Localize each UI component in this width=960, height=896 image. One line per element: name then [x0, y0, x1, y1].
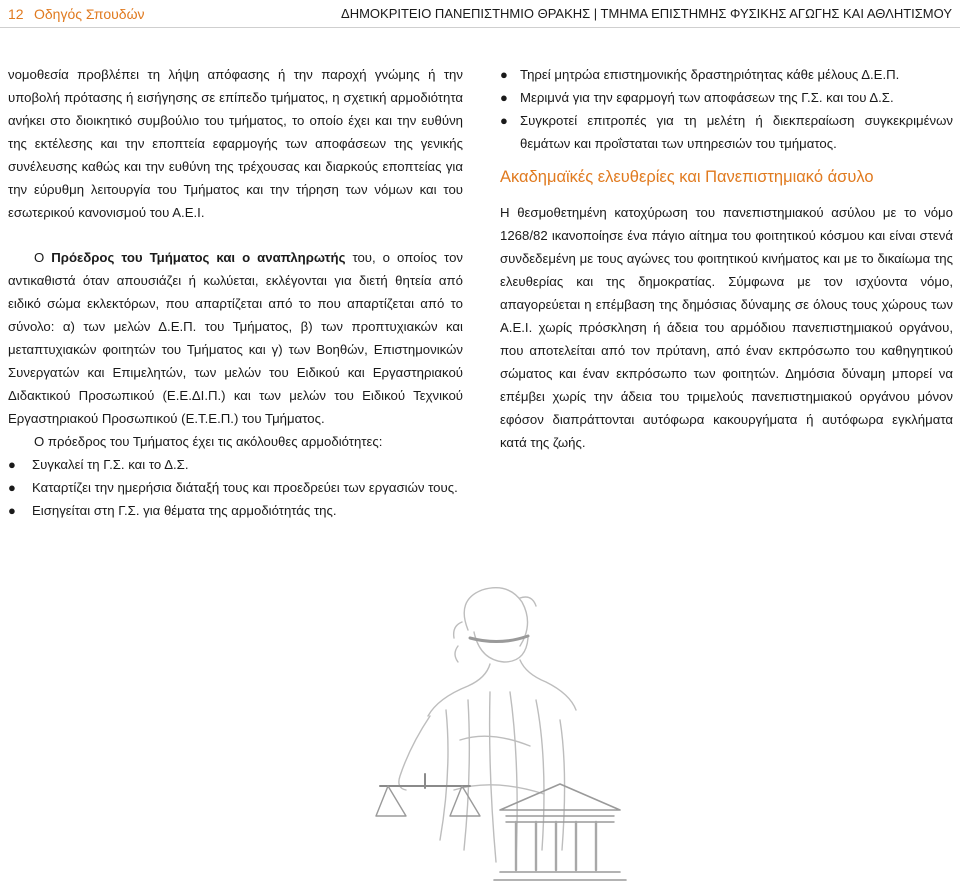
bullet-icon: ●	[8, 480, 16, 495]
paragraph-academic-asylum: Η θεσμοθετημένη κατοχύρωση του πανεπιστημιακού ασύλου με το νόμο 1268/82 ικανοποίησε ένα πάγιο αίτημα του φοιτητικού κόσμου και είναι στενά συνδεδεμένη με τους αγώνες του φοιτητικού κινήματος και με το δικαίωμα της ελευθερίας και της δημοκρατίας. Σύμφωνα με τον ισχύοντα νόμο, απαγορεύεται η επέμβαση της δημόσιας δύναμης σε όλους τους χώρους των Α.Ε.Ι. χωρίς πρόσκληση ή άδεια του αρμόδιου πανεπιστημιακού οργάνου, που αποτελείται από τον πρύτανη, από έναν εκπρόσωπο του καθηγητικού σώματος και έναν εκπρόσωπο των φοιτητών. Δημόσια δύναμη μπορεί να επέμβει χωρίς την άδεια του τριμελούς πανεπιστημιακού οργάνου μόνον εφόσον διαπράττονται αυτόφωρα κακουργήματα ή αυτόφωρα εγκλήματα κατά της ζωής.	[500, 205, 953, 450]
department-name: ΤΜΗΜΑ ΕΠΙΣΤΗΜΗΣ ΦΥΣΙΚΗΣ ΑΓΩΓΗΣ ΚΑΙ ΑΘΛΗΤΙΣΜΟΥ	[600, 6, 952, 21]
page-header	[0, 0, 960, 30]
bullet-icon: ●	[500, 90, 508, 105]
paragraph-board-duties: νομοθεσία προβλέπει τη λήψη απόφασης ή την παροχή γνώμης ή την υποβολή πρότασης ή εισήγησης σε επίπεδο τμήματος, η σχετική αρμοδιότητα ανήκει στο διοικητικό συμβούλιο του τμήματος, το οποίο έχει και την ευθύνη της εκτέλεσης και την εποπτεία εφαρμογής των αποφάσεων της γενικής συνέλευσης καθώς και την ευθύνη της τρέχουσας και διαρκούς εποπτείας για την εύρυθμη λειτουργία του Τμήματος και την τήρηση των νόμων και του εσωτερικού κανονισμού του Α.Ε.Ι.	[8, 67, 463, 220]
list-item: ● Εισηγείται στη Γ.Σ. για θέματα της αρμοδιότητάς της.	[8, 499, 352, 522]
paragraph-president-election: Ο Πρόεδρος του Τμήματος και ο αναπληρωτής του, ο οποίος τον αντικαθιστά όταν απουσιάζει ή κωλύεται, εκλέγονται για διετή θητεία από ειδικό σώμα εκλεκτόρων, που απαρτίζεται από το που απαρτίζεται από το σύνολο: α) των μελών Δ.Ε.Π. του Τμήματος, β) των προπτυχιακών και μεταπτυχιακών φοιτητών του Τμήματος και γ) των Βοηθών, Επιστημονικών Συνεργατών και Επιμελητών, των μελών του Ειδικού και Εργαστηριακού Διδακτικού Προσωπικού (Ε.Ε.ΔΙ.Π.) και των μελών του Ειδικού Τεχνικού Εργαστηριακού Προσωπικού (Ε.Τ.Ε.Π.) του Τμήματος.	[8, 250, 463, 426]
guide-title: Οδηγός Σπουδών	[34, 6, 145, 22]
bullet-icon: ●	[500, 113, 508, 128]
bullet-icon: ●	[500, 67, 508, 82]
list-item: ● Συγκροτεί επιτροπές για τη μελέτη ή διεκπεραίωση συγκεκριμένων θεμάτων και προΐσταται των υπηρεσιών του τμήματος.	[500, 109, 953, 155]
right-column	[500, 63, 953, 454]
institution-header: ΔΗΜΟΚΡΙΤΕΙΟ ΠΑΝΕΠΙΣΤΗΜΙΟ ΘΡΑΚΗΣ | ΤΜΗΜΑ ΕΠΙΣΤΗΜΗΣ ΦΥΣΙΚΗΣ ΑΓΩΓΗΣ ΚΑΙ ΑΘΛΗΤΙΣΜΟΥ	[341, 6, 952, 21]
list-item: ● Συγκαλεί τη Γ.Σ. και το Δ.Σ.	[8, 453, 463, 476]
page-number: 12	[8, 6, 24, 22]
paragraph-president-duties-intro: Ο πρόεδρος του Τμήματος έχει τις ακόλουθες αρμοδιότητες:	[34, 434, 383, 449]
header-rule	[0, 27, 960, 28]
list-item: ● Καταρτίζει την ημερήσια διάταξή τους και προεδρεύει των εργασιών τους.	[8, 476, 463, 499]
left-column	[8, 63, 463, 522]
bullet-icon: ●	[8, 503, 16, 518]
list-item: ● Μεριμνά για την εφαρμογή των αποφάσεων της Γ.Σ. και του Δ.Σ.	[500, 86, 953, 109]
list-item: ● Τηρεί μητρώα επιστημονικής δραστηριότητας κάθε μέλους Δ.Ε.Π.	[500, 63, 953, 86]
bullet-icon: ●	[8, 457, 16, 472]
university-name: ΔΗΜΟΚΡΙΤΕΙΟ ΠΑΝΕΠΙΣΤΗΜΙΟ ΘΡΑΚΗΣ	[341, 6, 591, 21]
president-emphasis: Πρόεδρος του Τμήματος και ο αναπληρωτής	[51, 250, 346, 265]
section-heading: Ακαδημαϊκές ελευθερίες και Πανεπιστημιακό άσυλο	[500, 168, 874, 186]
justice-statue-illustration	[350, 560, 650, 890]
